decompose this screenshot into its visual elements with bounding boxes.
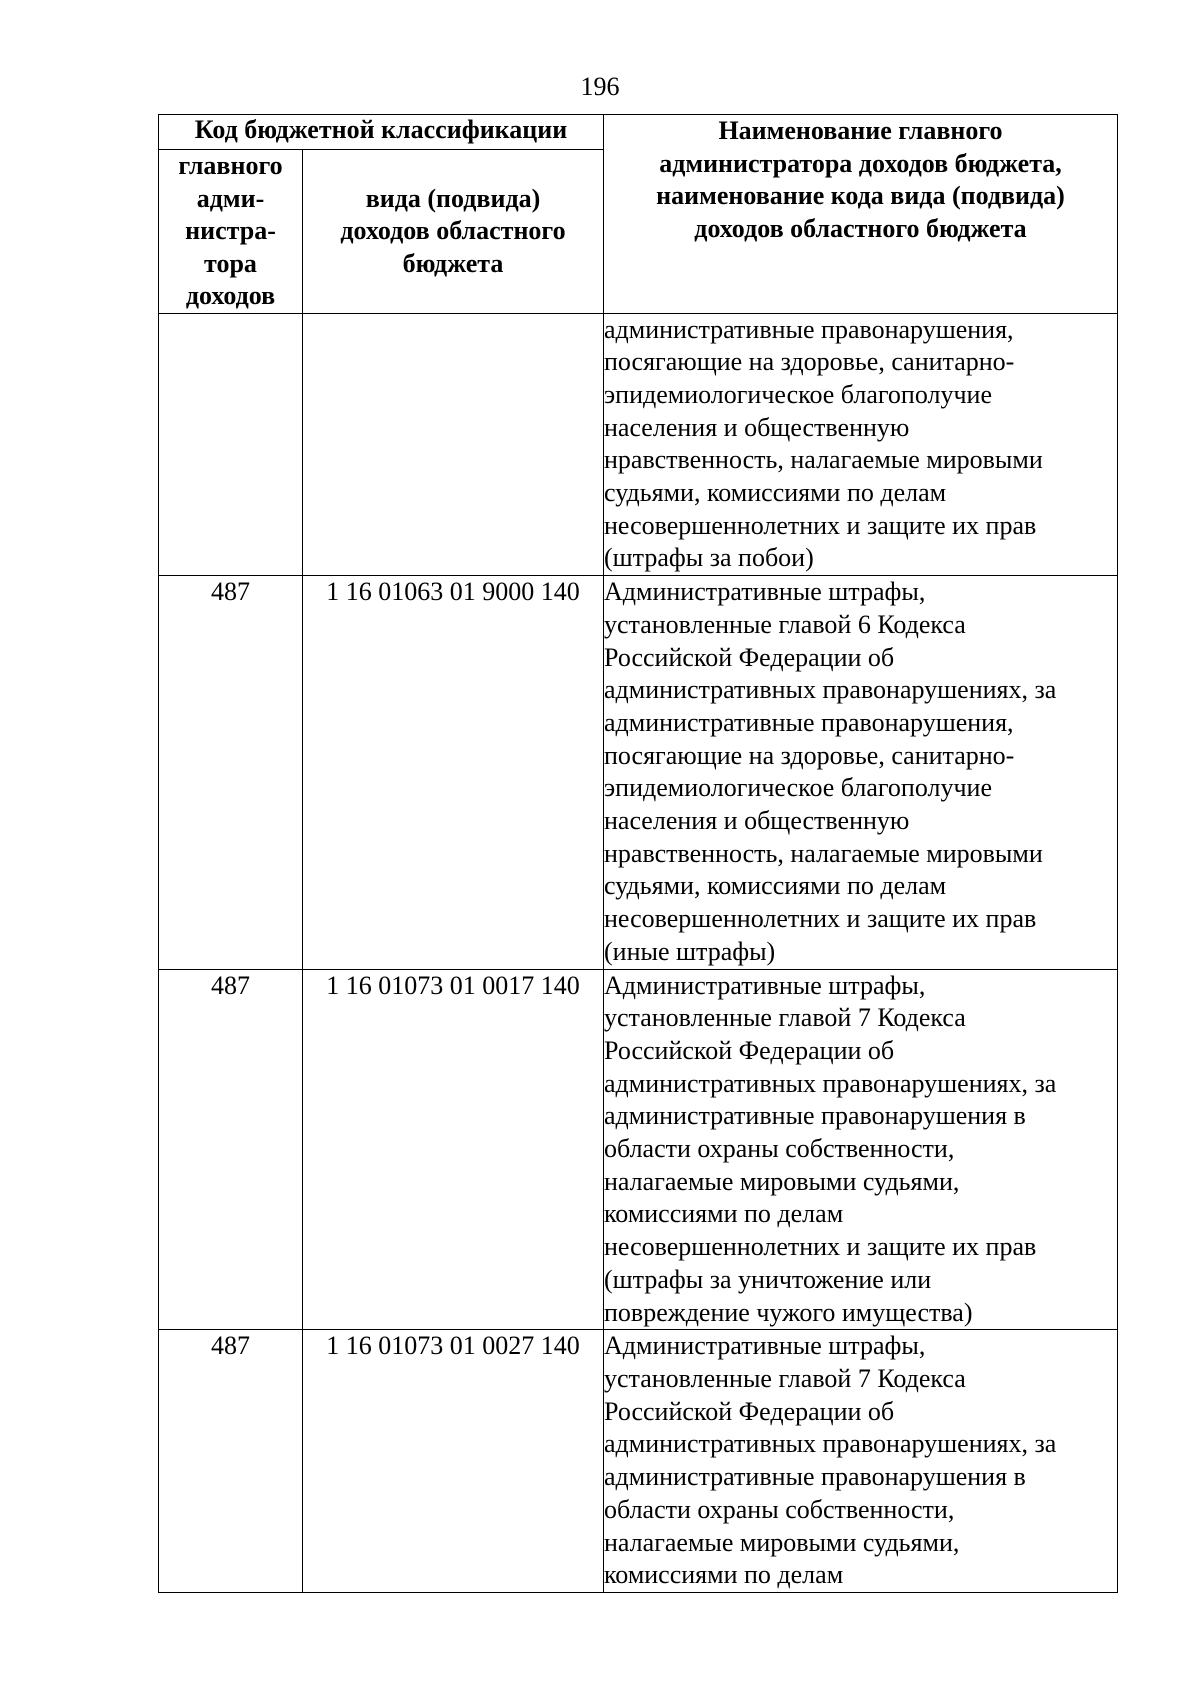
- description-line: повреждение чужого имущества): [604, 1297, 973, 1327]
- header-text-line: доходов областного бюджета: [694, 213, 1027, 243]
- income-code-cell: 1 16 01063 01 9000 140: [303, 576, 604, 969]
- description-line: установленные главой 7 Кодекса: [604, 1364, 966, 1393]
- description-line: Российской Федерации об: [604, 1035, 895, 1065]
- description-line: судьями, комиссиями по делам: [604, 478, 947, 508]
- description-cell: [604, 969, 1118, 1330]
- description-line: области охраны собственности,: [604, 1134, 955, 1164]
- header-text-line: тора: [204, 248, 257, 278]
- description-cell: [604, 313, 1118, 576]
- table-row: [159, 969, 1118, 1330]
- description-line: несовершеннолетних и защите их прав: [604, 904, 1037, 934]
- description-line: административные правонарушения в: [604, 1101, 1026, 1131]
- description-line: административных правонарушениях, за: [604, 1429, 1057, 1459]
- description-line: несовершеннолетних и защите их прав: [604, 510, 1037, 540]
- header-text-line: доходов областного: [340, 216, 566, 245]
- description-line: административных правонарушениях, за: [604, 1068, 1057, 1098]
- description-line: нравственность, налагаемые мировыми: [604, 838, 1043, 868]
- description-line: (штрафы за побои): [604, 543, 814, 573]
- description-line: несовершеннолетних и защите их прав: [604, 1232, 1037, 1262]
- description-cell: [604, 1330, 1118, 1593]
- description-line: населения и общественную: [604, 412, 910, 442]
- page-number: 196: [580, 72, 620, 101]
- table-body: [159, 313, 1118, 1592]
- table-header: [159, 115, 1118, 314]
- table-row: [159, 576, 1118, 969]
- budget-classification-table: [158, 114, 1118, 1593]
- admin-code-cell: 487: [159, 969, 303, 1330]
- description-line: судьями, комиссиями по делам: [604, 871, 947, 901]
- description-line: эпидемиологическое благополучие: [604, 379, 992, 409]
- description-line: налагаемые мировыми судьями,: [604, 1166, 960, 1196]
- income-code-cell: 1 16 01073 01 0027 140: [303, 1330, 604, 1593]
- description-line: населения и общественную: [604, 806, 910, 836]
- income-code-cell: [303, 313, 604, 576]
- income-code-cell: 1 16 01073 01 0017 140: [303, 969, 604, 1330]
- description-line: налагаемые мировыми судьями,: [604, 1527, 960, 1557]
- description-line: установленные главой 7 Кодекса: [604, 1003, 966, 1033]
- header-text-line: наименование кода вида (подвида): [656, 181, 1065, 210]
- header-text-line: вида (подвида): [365, 183, 541, 213]
- description-line: (иные штрафы): [604, 936, 776, 966]
- description-line: Российской Федерации об: [604, 1396, 895, 1426]
- header-administrator-name: [604, 115, 1118, 314]
- description-line: комиссиями по делам: [604, 1199, 844, 1229]
- description-line: нравственность, налагаемые мировыми: [604, 445, 1043, 475]
- description-line: посягающие на здоровье, санитарно-: [604, 740, 1015, 770]
- admin-code-cell: [159, 313, 303, 576]
- description-line: Административные штрафы,: [604, 970, 926, 1000]
- admin-code-cell: 487: [159, 1330, 303, 1593]
- header-budget-classification-code: Код бюджетной классификации: [159, 115, 604, 150]
- header-text-line: нистра-: [185, 216, 276, 245]
- header-main-administrator-code: [159, 150, 303, 314]
- description-line: посягающие на здоровье, санитарно-: [604, 347, 1015, 377]
- description-line: области охраны собственности,: [604, 1494, 955, 1524]
- description-line: Административные штрафы,: [604, 577, 926, 607]
- description-line: административных правонарушениях, за: [604, 675, 1057, 705]
- description-line: (штрафы за уничтожение или: [604, 1264, 932, 1294]
- table-row: [159, 313, 1118, 576]
- header-text-line: администратора доходов бюджета,: [659, 148, 1062, 178]
- header-income-type-code: [303, 150, 604, 314]
- header-text-line: бюджета: [402, 248, 504, 278]
- description-line: комиссиями по делам: [604, 1560, 844, 1590]
- header-row-group: [159, 115, 1118, 150]
- admin-code-cell: 487: [159, 576, 303, 969]
- description-line: административные правонарушения в: [604, 1462, 1026, 1492]
- header-text-line: Наименование главного: [718, 116, 1003, 145]
- header-text-line: адми-: [196, 183, 265, 213]
- description-cell: [604, 576, 1118, 969]
- description-line: административные правонарушения,: [604, 314, 1014, 344]
- description-line: эпидемиологическое благополучие: [604, 773, 992, 803]
- description-line: установленные главой 6 Кодекса: [604, 609, 966, 639]
- description-line: административные правонарушения,: [604, 707, 1014, 737]
- table-row: [159, 1330, 1118, 1593]
- header-text-line: главного: [178, 151, 283, 180]
- header-text-line: доходов: [185, 281, 276, 310]
- description-line: Административные штрафы,: [604, 1331, 926, 1361]
- description-line: Российской Федерации об: [604, 642, 895, 672]
